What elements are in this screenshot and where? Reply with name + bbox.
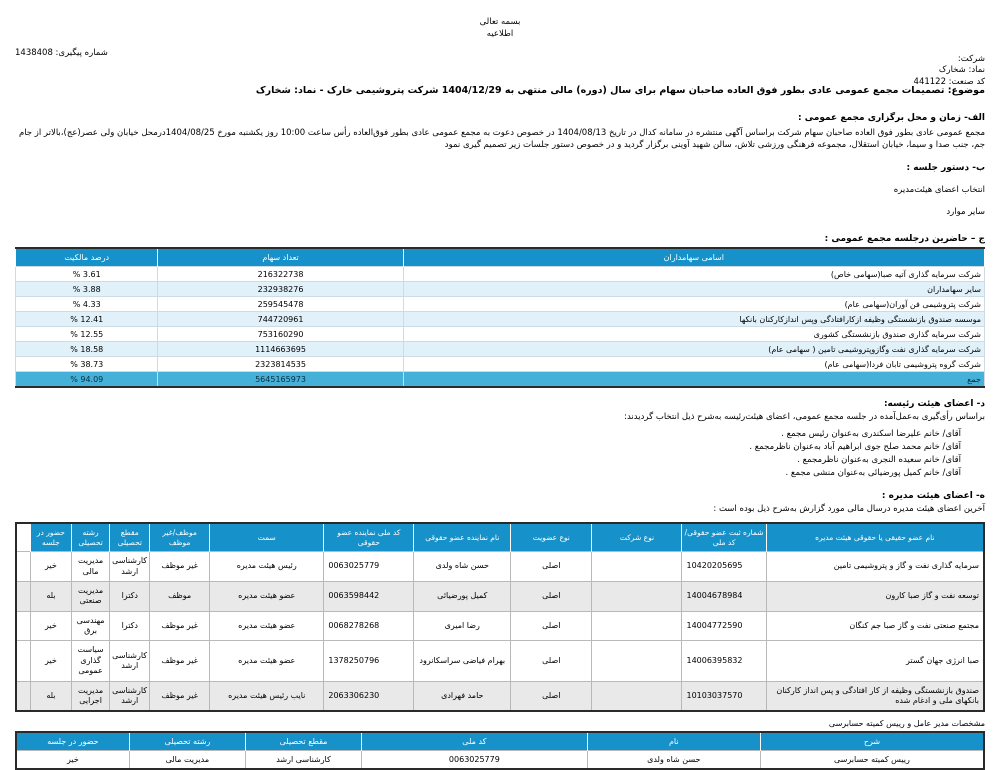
board-col-spacer	[16, 523, 31, 551]
board-member-row	[16, 611, 984, 641]
section-d-intro: براساس رأی‌گیری به‌عمل‌آمده در جلسه مجمع عمومی، اعضای هیئت‌رئیسه به‌شرح ذیل انتخاب گردیدند:	[624, 411, 985, 422]
board-row-spacer	[16, 581, 31, 611]
board-header-row	[16, 523, 984, 551]
board-col-registration-number: شماره ثبت عضو حقوقی/کد ملی	[682, 523, 766, 551]
attendee-share-count: 232938276	[158, 282, 403, 297]
board-company-type	[592, 611, 682, 641]
board-representative-name: بهرام فیاضی سراسکانرود	[414, 641, 511, 681]
total-label: جمع	[403, 372, 984, 387]
attendee-name: موسسه صندوق بازنشستگی وظیفه ازکارافتادگی وپس اندازکارکنان بانکها	[403, 312, 984, 327]
board-col-representative-national-id: کد ملی نماینده عضو حقوقی	[324, 523, 414, 551]
attendees-col-share-count: تعداد سهام	[158, 248, 403, 267]
ceo-col-description: شرح	[760, 732, 984, 751]
board-row-spacer	[16, 552, 31, 582]
board-registration-number: 10103037570	[682, 681, 766, 711]
board-membership-type: اصلی	[511, 581, 592, 611]
board-representative-national-id: 2063306230	[324, 681, 414, 711]
board-membership-type: اصلی	[511, 681, 592, 711]
board-member-name: توسعه نفت و گاز صبا کارون	[766, 581, 984, 611]
section-a-body: مجمع عمومی عادی بطور فوق العاده صاحبان سهام شرکت براساس آگهی منتشره در سامانه کدال در تاریخ 1404/08/13 در خصوص دعوت به مجمع عمومی عادی بطور فوق‌العاده رأس ساعت 10:00 روز یکشنبه مورخ 1404/08/25درمحل خیابان ولی عصر(عج)،بالاتر از جام جم، جنب صدا و سیما، خیابان استقلال، مجموعه فرهنگی ورزشی تلاش، سالن شهید آوینی برگزار گردید و در خصوص دستور جلسات زیر تصمیم گیری نمود	[18, 127, 985, 150]
attendee-ownership-percent: % 12.41	[16, 312, 158, 327]
board-position: عضو هیئت مدیره	[210, 611, 324, 641]
section-e-intro: آخرین اعضای هیئت مدیره درسال مالی مورد گزارش به‌شرح ذیل بوده است :	[713, 504, 985, 515]
board-executive-status: غیر موظف	[150, 552, 210, 582]
board-registration-number: 14004678984	[682, 581, 766, 611]
attendee-name: سایر سهامداران	[403, 282, 984, 297]
board-member-row	[16, 552, 984, 582]
board-executive-status: غیر موظف	[150, 611, 210, 641]
board-members-table	[15, 522, 985, 712]
board-position: رئیس هیئت مدیره	[210, 552, 324, 582]
board-education-level: کارشناسی ارشد	[110, 681, 150, 711]
board-meeting-attendance: خیر	[31, 641, 72, 681]
notice-title: اطلاعیه	[486, 29, 514, 40]
company-label: شرکت:	[957, 54, 985, 64]
board-col-meeting-attendance: حضور در جلسه	[31, 523, 72, 551]
ceo-col-name: نام	[587, 732, 760, 751]
board-col-company-type: نوع شرکت	[592, 523, 682, 551]
bismillah-text: بسمه تعالی	[479, 17, 521, 27]
elected-member-line: آقای/ خانم سعیده النجری به‌عنوان ناظرمجمع .	[797, 455, 961, 466]
board-education-level: دکترا	[110, 581, 150, 611]
attendee-ownership-percent: % 12.55	[16, 327, 158, 342]
board-representative-name: حامد فهرادی	[414, 681, 511, 711]
board-member-name: سرمایه گذاری نفت و گاز و پتروشیمی تامین	[766, 552, 984, 582]
board-registration-number: 10420205695	[682, 552, 766, 582]
agenda-item: سایر موارد	[946, 207, 985, 218]
board-meeting-attendance: بله	[31, 681, 72, 711]
board-member-row	[16, 581, 984, 611]
board-member-name: مجتمع صنعتی نفت و گاز صبا جم کنگان	[766, 611, 984, 641]
attendee-share-count: 744720961	[158, 312, 403, 327]
elected-member-line: آقای/ خانم علیرضا اسکندری به‌عنوان رئیس مجمع .	[781, 429, 961, 440]
ceo-cell-education-level: کارشناسی ارشد	[245, 751, 361, 769]
attendee-row	[16, 357, 985, 372]
board-representative-name: رضا امیری	[414, 611, 511, 641]
attendees-section-title: ج – حاضرین درجلسه مجمع عمومی :	[824, 234, 985, 245]
attendee-ownership-percent: % 4.33	[16, 297, 158, 312]
attendees-col-shareholder-name: اسامی سهامداران	[403, 248, 984, 267]
attendee-row	[16, 297, 985, 312]
section-d-title: د- اعضای هیئت رئیسه:	[883, 398, 985, 409]
company-info-block	[914, 54, 985, 88]
board-company-type	[592, 581, 682, 611]
board-education-level: کارشناسی ارشد	[110, 552, 150, 582]
attendee-name: شرکت سرمایه گذاری صندوق بازنشستگی کشوری	[403, 327, 984, 342]
symbol-line: نماد: شخارک	[938, 65, 985, 76]
board-col-membership-type: نوع عضویت	[511, 523, 592, 551]
ceo-audit-table	[15, 731, 985, 770]
board-row-spacer	[16, 641, 31, 681]
attendee-share-count: 216322738	[158, 267, 403, 282]
attendee-share-count: 1114663695	[158, 342, 403, 357]
attendee-ownership-percent: % 3.61	[16, 267, 158, 282]
ceo-col-national-id: کد ملی	[362, 732, 588, 751]
attendee-name: شرکت گروه پتروشیمی تابان فردا(سهامی عام)	[403, 357, 984, 372]
attendee-row	[16, 267, 985, 282]
tracking-number: شماره پیگیری: 1438408	[15, 48, 108, 58]
board-education-field: سیاست گذاری عمومی	[71, 641, 110, 681]
section-a-title: الف- زمان و محل برگزاری مجمع عمومی :	[797, 112, 985, 123]
attendees-total-row	[16, 372, 985, 387]
agenda-item: انتخاب اعضای هیئت‌مدیره	[893, 185, 985, 196]
board-member-row	[16, 641, 984, 681]
attendee-name: شرکت سرمایه گذاری نفت وگازوپتروشیمی تامین ( سهامی عام)	[403, 342, 984, 357]
board-registration-number: 14006395832	[682, 641, 766, 681]
board-col-education-field: رشته تحصیلی	[71, 523, 110, 551]
board-col-education-level: مقطع تحصیلی	[110, 523, 150, 551]
total-ownership-percent: % 94.09	[16, 372, 158, 387]
board-executive-status: موظف	[150, 581, 210, 611]
attendees-header-row	[16, 248, 985, 267]
board-meeting-attendance: خیر	[31, 611, 72, 641]
attendee-ownership-percent: % 38.73	[16, 357, 158, 372]
board-position: نایب رئیس هیئت مدیره	[210, 681, 324, 711]
ceo-col-meeting-attendance: حضور در جلسه	[16, 732, 129, 751]
ceo-audit-header-row	[16, 732, 984, 751]
board-col-representative-name: نام نماینده عضو حقوقی	[414, 523, 511, 551]
board-education-field: مدیریت اجرایی	[71, 681, 110, 711]
industry-code-line: کد صنعت: 441122	[913, 76, 985, 87]
elected-member-line: آقای/ خانم محمد صلح جوی ابراهیم آباد به‌عنوان ناظرمجمع .	[749, 442, 961, 453]
attendees-col-ownership-percent: درصد مالکیت	[16, 248, 158, 267]
board-position: عضو هیئت مدیره	[210, 641, 324, 681]
board-education-level: کارشناسی ارشد	[110, 641, 150, 681]
board-col-executive-status: موظف/غیر موظف	[150, 523, 210, 551]
total-share-count: 5645165973	[158, 372, 403, 387]
attendee-ownership-percent: % 3.88	[16, 282, 158, 297]
ceo-cell-meeting-attendance: خیر	[16, 751, 129, 769]
ceo-cell-name: حسن شاه ولدی	[587, 751, 760, 769]
board-education-field: مدیریت صنعتی	[71, 581, 110, 611]
board-meeting-attendance: بله	[31, 581, 72, 611]
board-row-spacer	[16, 611, 31, 641]
attendee-row	[16, 342, 985, 357]
section-b-title: ب- دستور جلسه :	[906, 163, 985, 174]
board-position: عضو هیئت مدیره	[210, 581, 324, 611]
board-membership-type: اصلی	[511, 611, 592, 641]
attendee-row	[16, 327, 985, 342]
board-col-position: سمت	[210, 523, 324, 551]
board-representative-national-id: 0068278268	[324, 611, 414, 641]
board-meeting-attendance: خیر	[31, 552, 72, 582]
board-education-field: مدیریت مالی	[71, 552, 110, 582]
ceo-audit-title: مشخصات مدیر عامل و رییس کمیته حسابرسی	[828, 719, 985, 729]
section-e-title: ه- اعضای هیئت مدیره :	[881, 491, 985, 502]
subject-line: موضوع: تصمیمات مجمع عمومی عادی بطور فوق العاده صاحبان سهام برای سال (دوره) مالی منتهی به 1404/12/29 شرکت پتروشیمی خارک - نماد: شخارک	[255, 84, 985, 96]
board-executive-status: غیر موظف	[150, 681, 210, 711]
board-membership-type: اصلی	[511, 552, 592, 582]
ceo-audit-row	[16, 751, 984, 769]
elected-member-line: آقای/ خانم کمیل پورضیائی به‌عنوان منشی مجمع .	[785, 468, 961, 479]
attendee-name: شرکت سرمایه گذاری آتیه صبا(سهامی خاص)	[403, 267, 984, 282]
attendee-share-count: 753160290	[158, 327, 403, 342]
board-representative-national-id: 1378250796	[324, 641, 414, 681]
ceo-col-education-level: مقطع تحصیلی	[245, 732, 361, 751]
board-membership-type: اصلی	[511, 641, 592, 681]
board-representative-name: حسن شاه ولدی	[414, 552, 511, 582]
attendee-row	[16, 282, 985, 297]
board-representative-national-id: 0063025779	[324, 552, 414, 582]
ceo-cell-national-id: 0063025779	[362, 751, 588, 769]
document-heading	[15, 16, 985, 41]
board-representative-national-id: 0063598442	[324, 581, 414, 611]
ceo-cell-description: رییس کمیته حسابرسی	[760, 751, 984, 769]
ceo-cell-education-field: مدیریت مالی	[129, 751, 245, 769]
board-executive-status: غیر موظف	[150, 641, 210, 681]
attendee-share-count: 2323814535	[158, 357, 403, 372]
attendee-share-count: 259545478	[158, 297, 403, 312]
board-company-type	[592, 552, 682, 582]
ceo-col-education-field: رشته تحصیلی	[129, 732, 245, 751]
board-member-name: صندوق بازنشستگی وظیفه از کار افتادگی و پس انداز کارکنان بانکهای ملی و ادغام شده	[766, 681, 984, 711]
board-company-type	[592, 641, 682, 681]
board-registration-number: 14004772590	[682, 611, 766, 641]
board-member-name: صبا انرژی جهان گستر	[766, 641, 984, 681]
attendee-name: شرکت پتروشیمی فن آوران(سهامی عام)	[403, 297, 984, 312]
attendees-table	[15, 247, 985, 388]
board-education-level: دکترا	[110, 611, 150, 641]
board-col-member-name: نام عضو حقیقی یا حقوقی هیئت مدیره	[766, 523, 984, 551]
attendee-ownership-percent: % 18.58	[16, 342, 158, 357]
attendee-row	[16, 312, 985, 327]
board-education-field: مهندسی برق	[71, 611, 110, 641]
board-representative-name: کمیل پورضیائی	[414, 581, 511, 611]
